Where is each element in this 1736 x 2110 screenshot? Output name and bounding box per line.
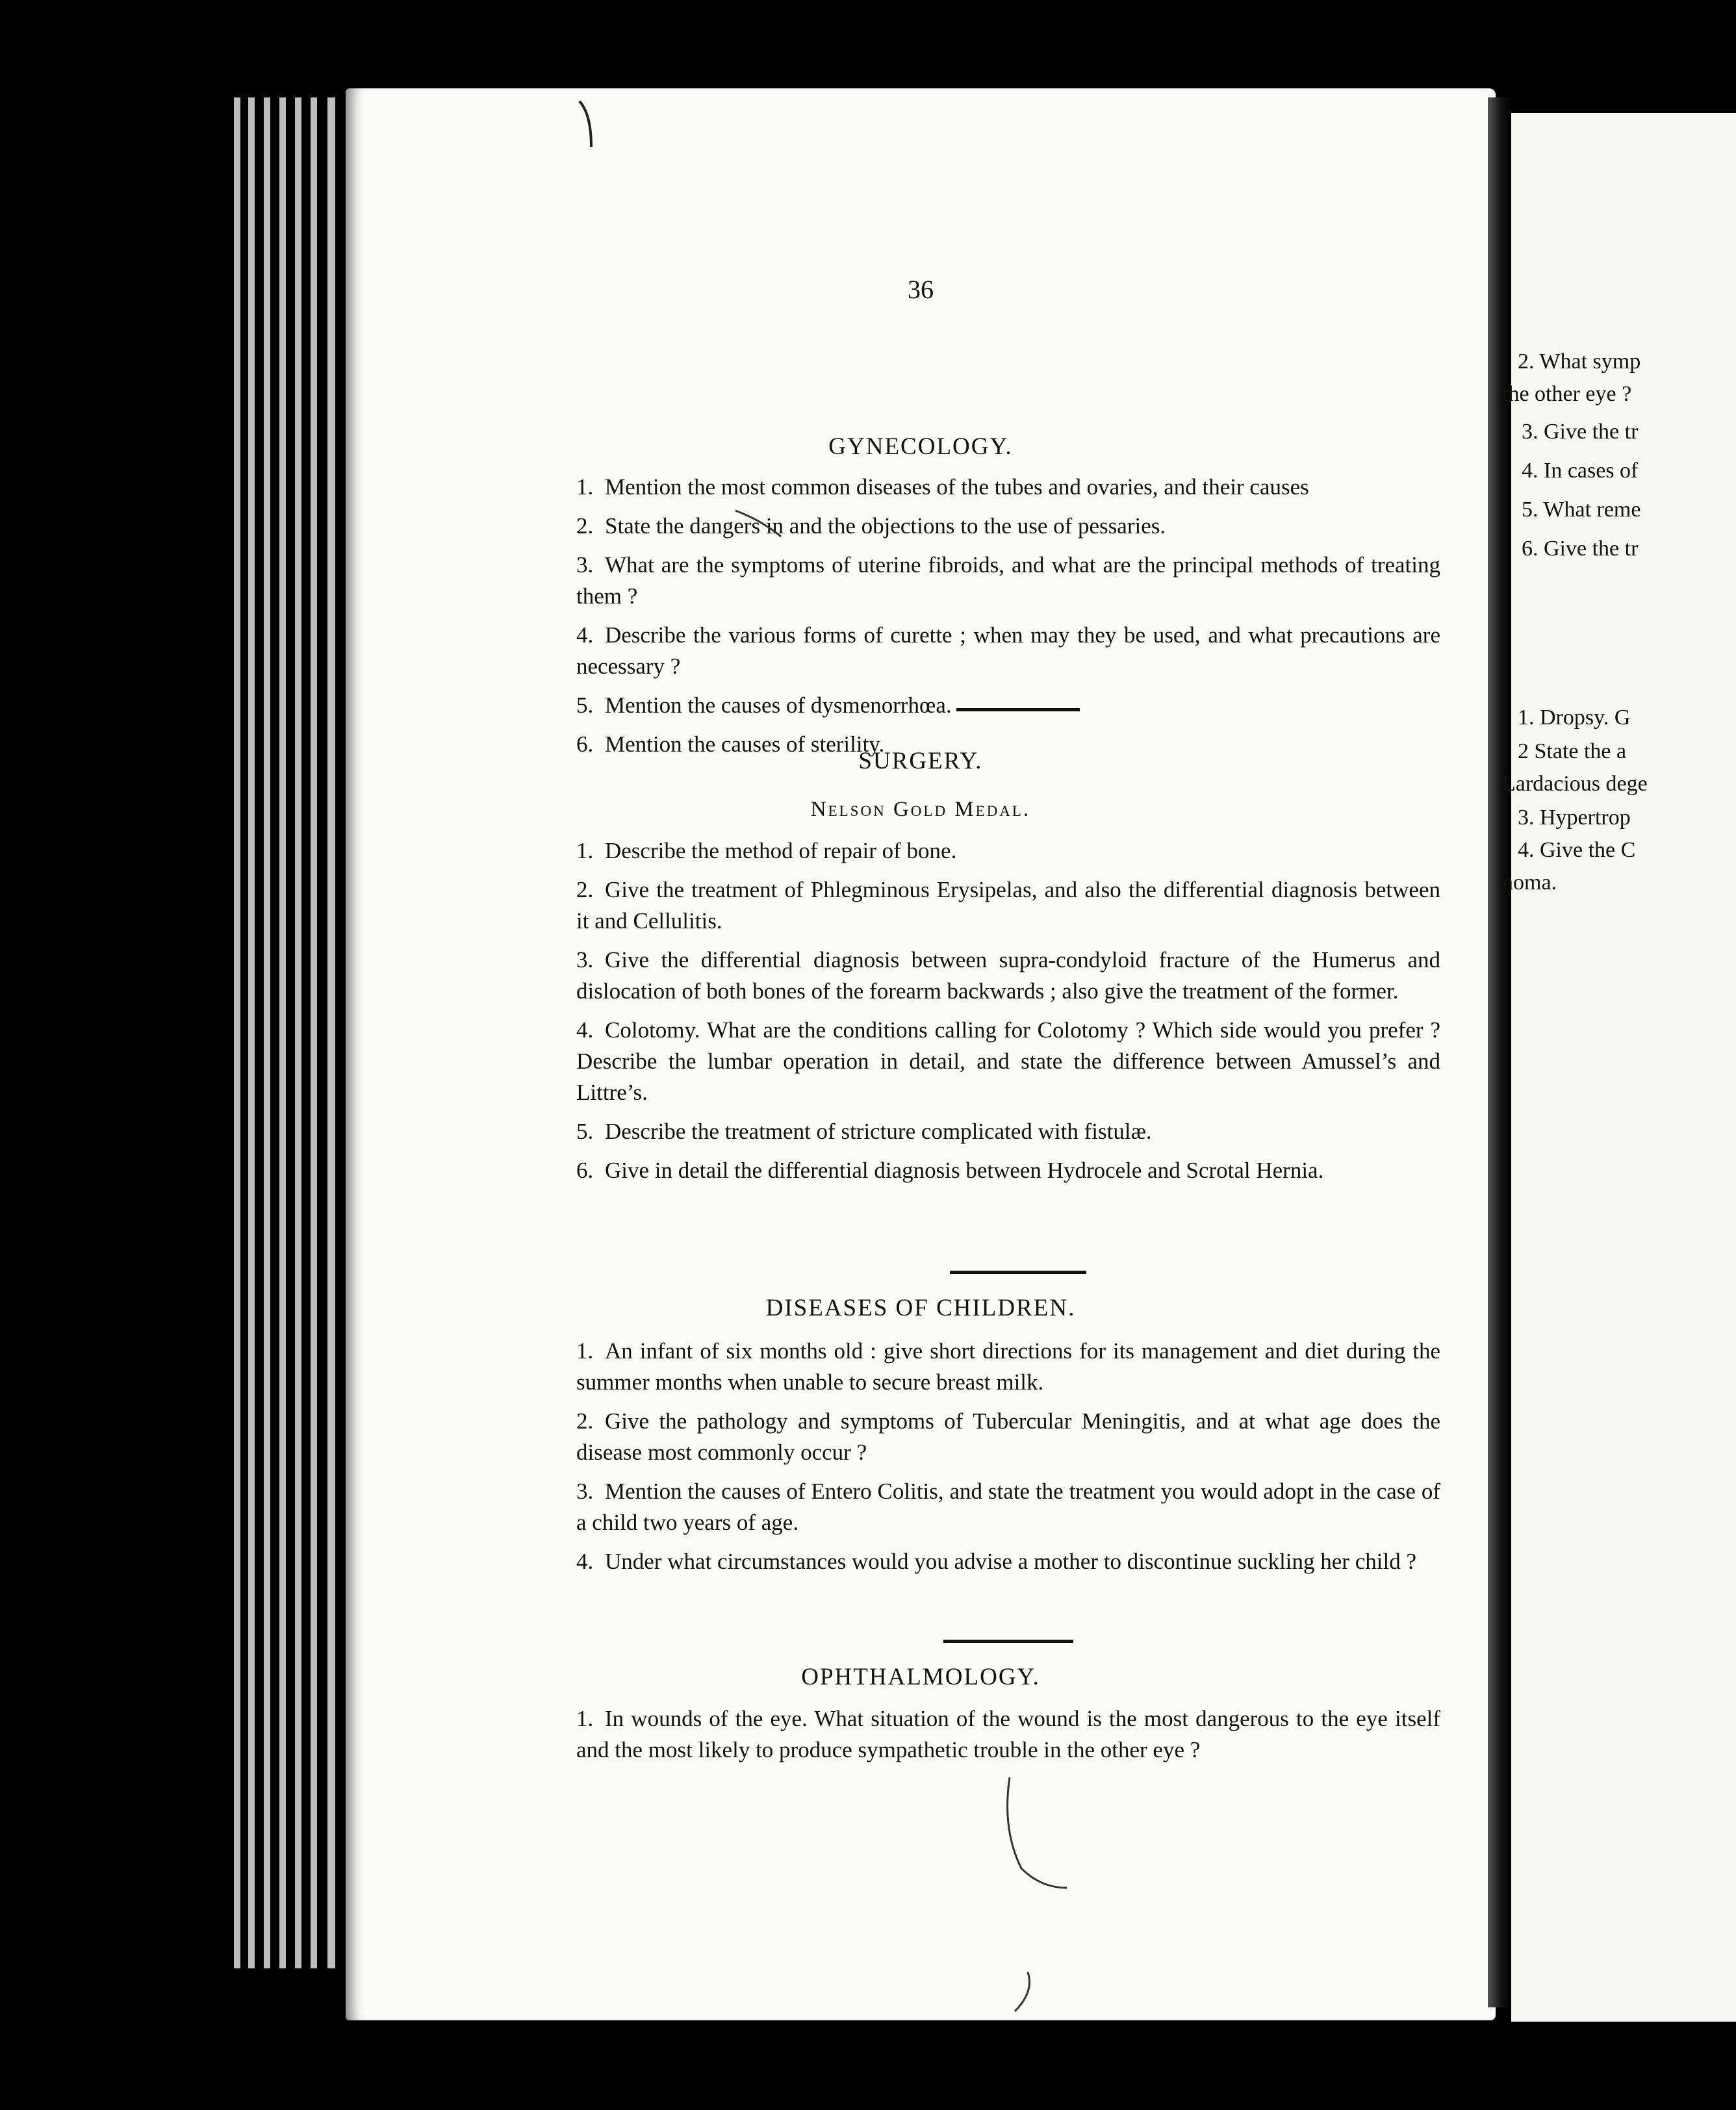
question-number: 2. xyxy=(576,513,594,539)
margin-pencil-marks xyxy=(346,88,1496,2020)
right-page-line: Lardacious dege xyxy=(1502,772,1648,796)
right-page-line: 2 State the a xyxy=(1518,739,1627,763)
right-page-line: 6. Give the tr xyxy=(1522,537,1639,561)
question-number: 1. xyxy=(576,1706,594,1731)
question-number: 5. xyxy=(576,693,594,718)
right-page-line: 4. Give the C xyxy=(1518,838,1636,862)
question-text: Describe the various forms of curette ; when may they be used, and what precautions are necessary ? xyxy=(576,622,1440,679)
right-page-line: 3. Give the tr xyxy=(1522,420,1639,444)
question-text: State the dangers in and the objections to the use of pessaries. xyxy=(605,513,1166,539)
question-number: 6. xyxy=(576,1158,594,1183)
question-number: 1. xyxy=(576,838,594,863)
question-text: An infant of six months old : give short directions for its management and diet during the summer months when unable to secure breast milk. xyxy=(576,1338,1440,1395)
section-title-ophthalmology: OPHTHALMOLOGY. xyxy=(801,1664,1040,1690)
question-number: 3. xyxy=(576,552,594,578)
question-number: 2. xyxy=(576,1408,594,1434)
question-number: 2. xyxy=(576,877,594,902)
section-title-children: DISEASES OF CHILDREN. xyxy=(765,1295,1076,1321)
section-title-gynecology: GYNECOLOGY. xyxy=(828,433,1013,460)
question-number: 1. xyxy=(576,1338,594,1364)
question-number: 4. xyxy=(576,1549,594,1574)
question-text: Mention the causes of Entero Colitis, and state the treatment you would adopt in the case of a child two years of age. xyxy=(576,1479,1440,1535)
question-text: Give the pathology and symptoms of Tubercular Meningitis, and at what age does the disease most commonly occur ? xyxy=(576,1408,1440,1465)
question-text: Give in detail the differential diagnosis between Hydrocele and Scrotal Hernia. xyxy=(605,1158,1324,1183)
question-text: What are the symptoms of uterine fibroids, and what are the principal methods of treating them ? xyxy=(576,552,1440,609)
question-text: Colotomy. What are the conditions calling for Colotomy ? Which side would you prefer ? Describe the lumbar operation in detail, and state the difference between Amussel’s and Littre’s. xyxy=(576,1017,1440,1105)
right-page-line: 1. Dropsy. G xyxy=(1518,705,1631,730)
question-number: 4. xyxy=(576,622,594,648)
right-page-line: the other eye ? xyxy=(1502,382,1632,406)
right-page-line: 5. What reme xyxy=(1522,498,1641,522)
question-text: Describe the method of repair of bone. xyxy=(605,838,957,863)
section-subtitle-surgery: Nelson Gold Medal. xyxy=(810,798,1031,821)
question-number: 3. xyxy=(576,1479,594,1504)
question-text: Describe the treatment of stricture complicated with fistulæ. xyxy=(605,1119,1152,1144)
section-title-surgery: SURGERY. xyxy=(858,748,983,774)
question-text: Mention the most common diseases of the tubes and ovaries, and their causes xyxy=(605,474,1309,500)
question-text: Mention the causes of sterility. xyxy=(605,731,885,757)
question-number: 4. xyxy=(576,1017,594,1043)
question-number: 1. xyxy=(576,474,594,500)
question-number: 5. xyxy=(576,1119,594,1144)
question-number: 3. xyxy=(576,947,594,972)
book-page-right xyxy=(1502,113,1736,2022)
right-page-line: 2. What symp xyxy=(1518,350,1641,374)
question-text: Mention the causes of dysmenorrhœa. xyxy=(605,693,952,718)
right-page-line: noma. xyxy=(1502,871,1557,895)
question-text: In wounds of the eye. What situation of the wound is the most dangerous to the eye itself and the most likely to produce sympathetic trouble in the other eye ? xyxy=(576,1706,1440,1762)
page-number: 36 xyxy=(908,275,934,304)
book-page-left xyxy=(346,88,1496,2020)
question-text: Under what circumstances would you advise a mother to discontinue suckling her child ? xyxy=(605,1549,1416,1574)
question-text: Give the differential diagnosis between supra-condyloid fracture of the Humerus and dislocation of both bones of the forearm backwards ; also give the treatment of the former. xyxy=(576,947,1440,1004)
right-page-line: 3. Hypertrop xyxy=(1518,806,1631,830)
book-page-edges xyxy=(226,97,356,1968)
right-page-line: 4. In cases of xyxy=(1522,459,1639,483)
question-number: 6. xyxy=(576,731,594,757)
question-text: Give the treatment of Phlegminous Erysipelas, and also the differential diagnosis between it and Cellulitis. xyxy=(576,877,1440,934)
